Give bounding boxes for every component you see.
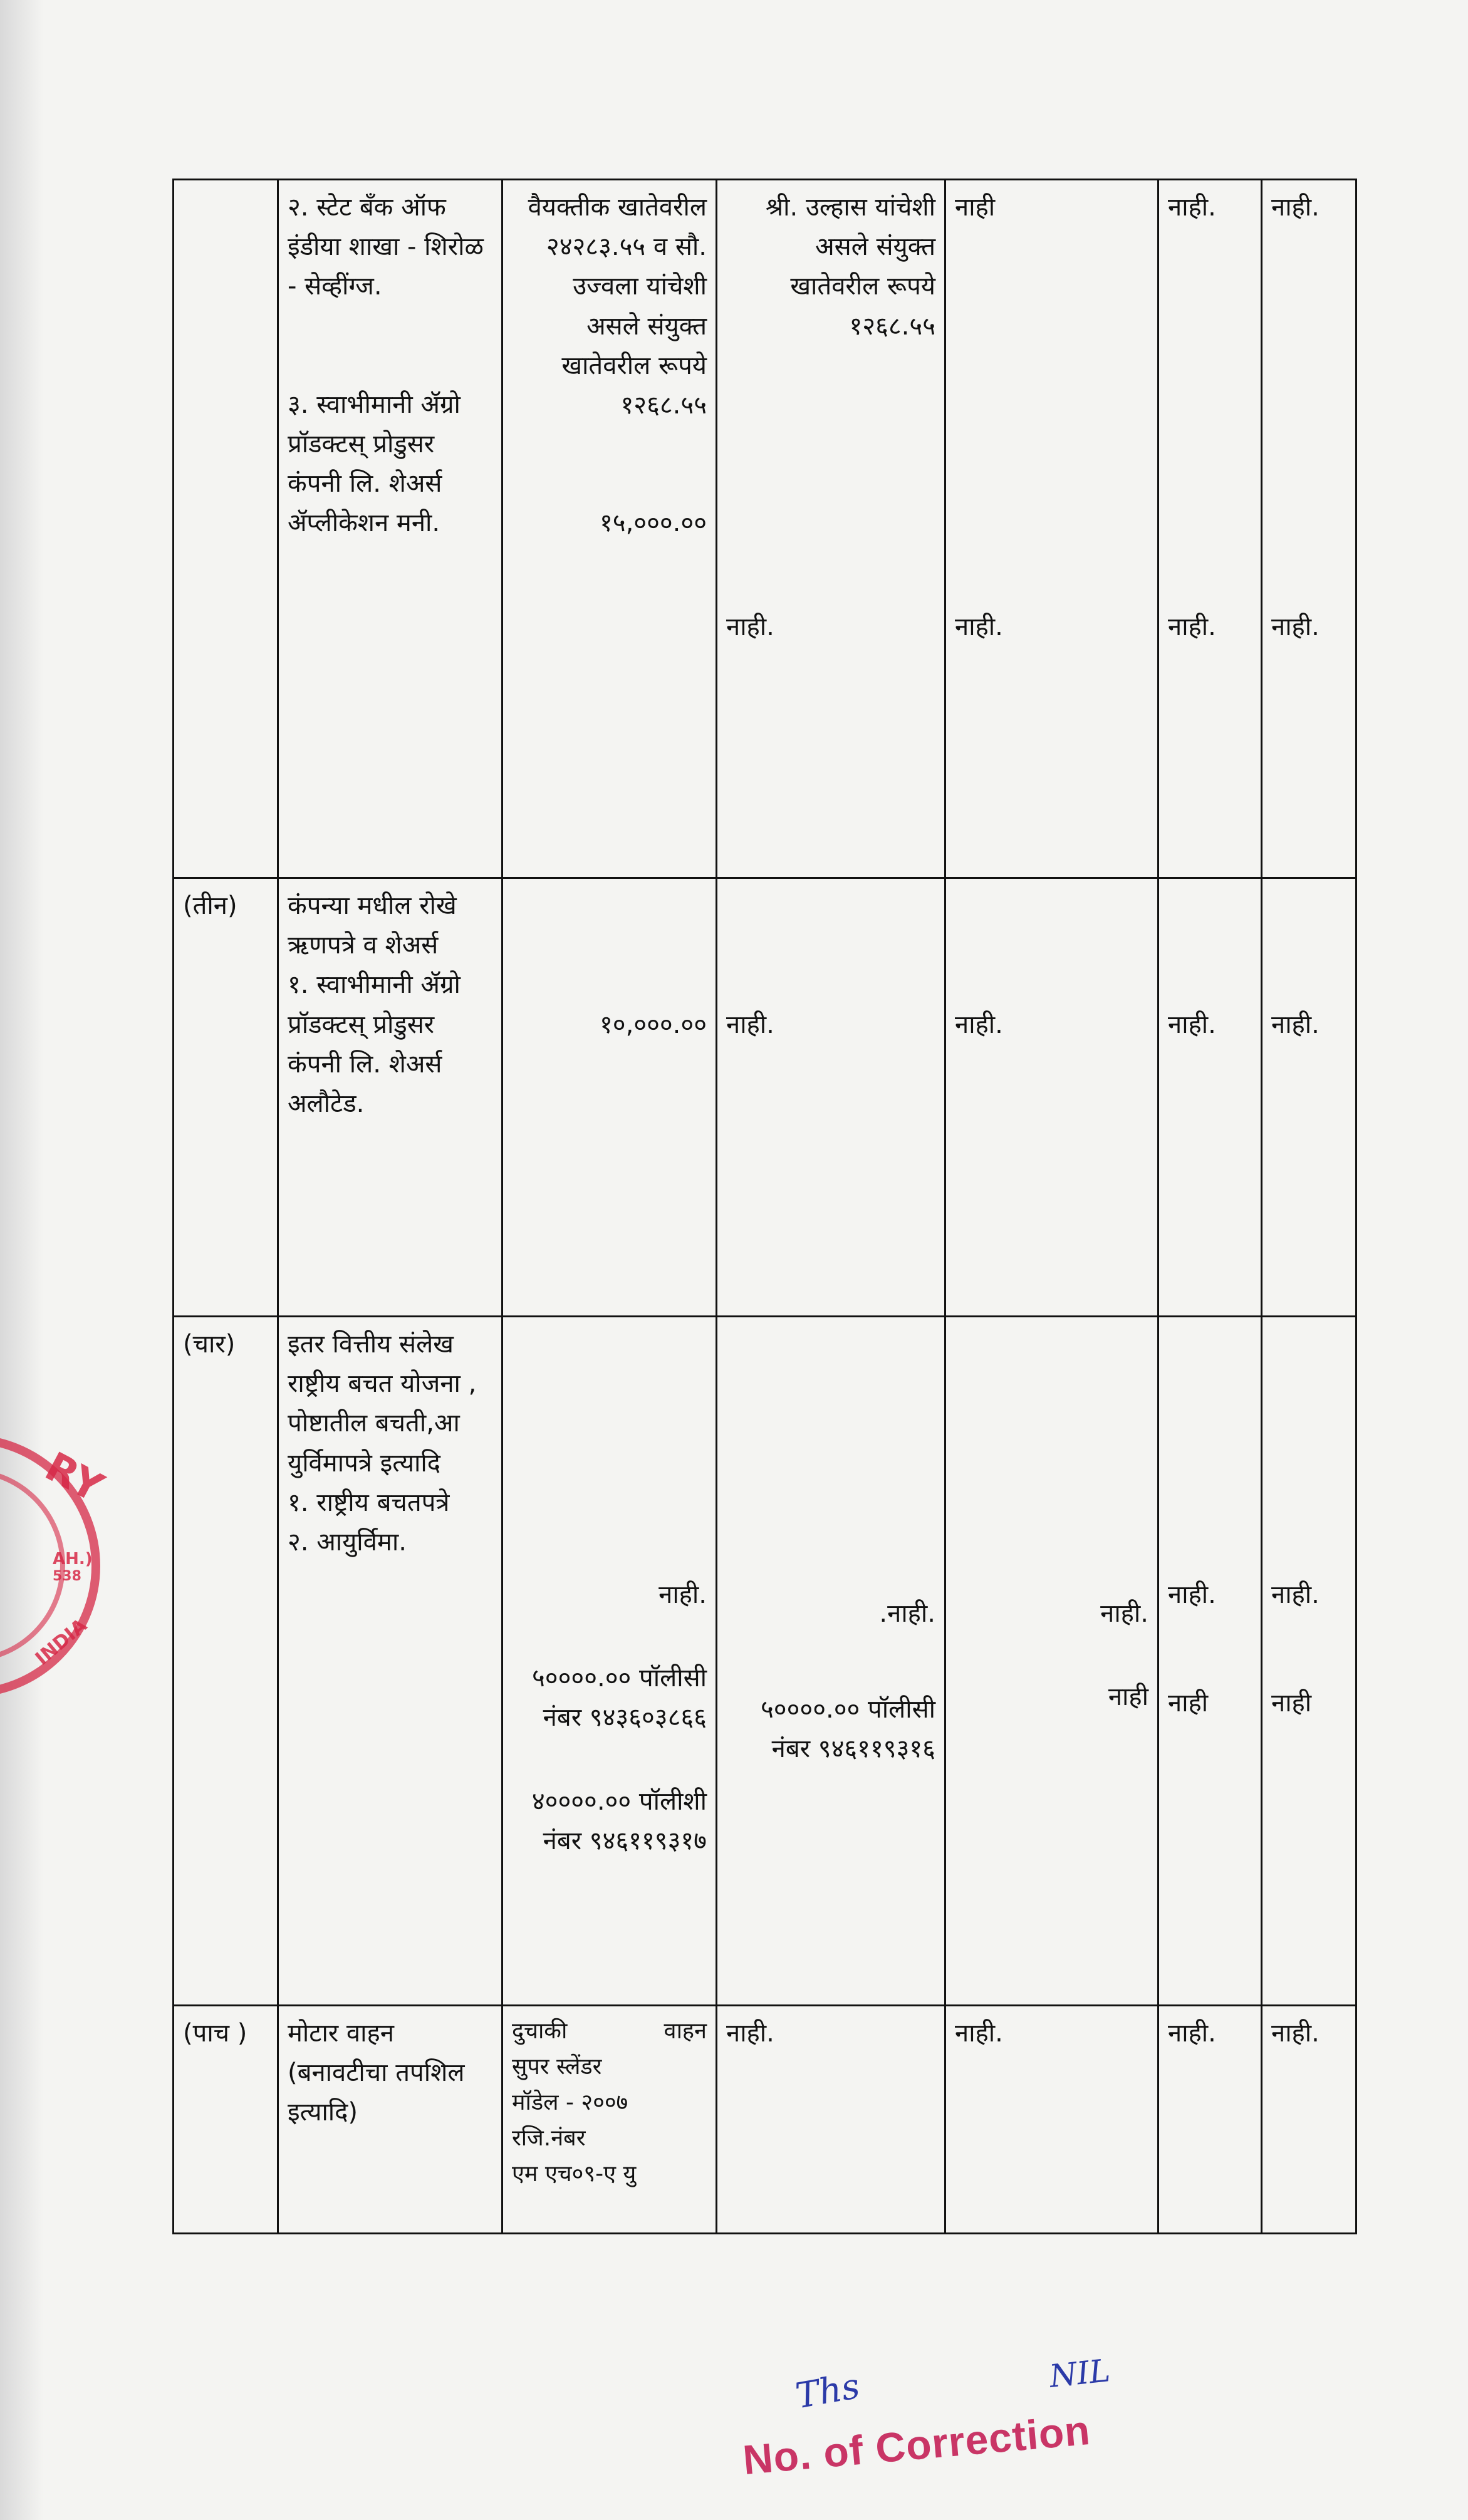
item-national-savings: १. राष्ट्रीय बचतपत्रे — [288, 1488, 450, 1517]
notary-seal — [0, 1434, 111, 1698]
self-policy-2: ४००००.०० पॉलीशी नंबर ९४६११९३१७ — [531, 1786, 707, 1855]
dependent1-cell: नाही. — [945, 2006, 1158, 2234]
dependent2-cell: नाही. — [1158, 2006, 1262, 2234]
dep3-insurance-value: नाही — [1271, 1689, 1312, 1718]
spouse-cell — [717, 1317, 945, 2006]
table-row-motor-vehicle — [174, 2006, 1356, 2234]
item-swabhimani-application: ३. स्वाभीमानी ॲग्रो प्रॉडक्टस् प्रोडुसर कंपनी लि. शेअर्स ॲप्लीकेशन मनी. — [288, 390, 461, 538]
self-shares-value: १०,०००.०० — [599, 1010, 707, 1039]
self-application-value: १५,०००.०० — [599, 509, 707, 538]
self-vehicle-line-3: मॉडेल - २००७ — [512, 2089, 628, 2115]
dep1-sbi-value: नाही — [955, 193, 996, 222]
seal-text-top: RY — [38, 1443, 111, 1512]
self-cell — [502, 1317, 717, 2006]
self-vehicle-line-1: दुचाकी वाहन — [512, 2018, 707, 2044]
spouse-cell — [717, 878, 945, 1317]
spouse-cell — [717, 180, 945, 878]
dependent3-cell — [1262, 180, 1356, 878]
self-cell — [502, 180, 717, 878]
asset-declaration-table — [172, 179, 1357, 2234]
description-cell — [278, 1317, 502, 2006]
dep2-nsc-value: नाही. — [1168, 1580, 1216, 1609]
spouse-application-value: नाही. — [726, 613, 774, 641]
item-swabhimani-allotted: १. स्वाभीमानी ॲग्रो प्रॉडक्टस् प्रोडुसर कंपनी लि. शेअर्स अलौटेड. — [288, 970, 461, 1118]
self-vehicle-line-4: रजि.नंबर — [512, 2125, 586, 2151]
handwritten-signature: Ths — [793, 2365, 863, 2417]
seal-text-mid1: AH.) — [53, 1550, 93, 1569]
dep3-sbi-value: नाही. — [1271, 193, 1320, 222]
dependent2-cell — [1158, 180, 1262, 878]
dep1-shares-value: नाही. — [955, 1010, 1003, 1039]
table-row-bank-deposits — [174, 180, 1356, 878]
dependent1-cell — [945, 180, 1158, 878]
handwritten-nil-note: NIL — [1048, 2352, 1112, 2395]
self-sbi-value: वैयक्तीक खातेवरील २४२८३.५५ व सौ. उज्वला यांचेशी असले संयुक्त खातेवरील रूपये १२६८.५५ — [528, 193, 707, 420]
serial-cell: (तीन) — [174, 878, 278, 1317]
dep3-application-value: नाही. — [1271, 613, 1320, 641]
item-other-instruments-heading: इतर वित्तीय संलेख राष्ट्रीय बचत योजना , पोष्टातील बचती,आयुर्विमापत्रे इत्यादि — [288, 1330, 477, 1478]
table-row-other-financial-instruments — [174, 1317, 1356, 2006]
self-cell — [502, 2006, 717, 2234]
serial-cell: (पाच ) — [174, 2006, 278, 2234]
item-company-debentures-heading: कंपन्या मधील रोखे ऋणपत्रे व शेअर्स — [288, 891, 457, 960]
self-cell — [502, 878, 717, 1317]
dependent1-cell — [945, 878, 1158, 1317]
correction-stamp: No. of Correction — [741, 2406, 1093, 2484]
serial-cell — [174, 180, 278, 878]
dep1-nsc-value: नाही. — [1100, 1599, 1148, 1628]
dependent1-cell — [945, 1317, 1158, 2006]
dep1-application-value: नाही. — [955, 613, 1003, 641]
dependent2-cell — [1158, 878, 1262, 1317]
serial-cell: (चार) — [174, 1317, 278, 2006]
dep3-nsc-value: नाही. — [1271, 1580, 1320, 1609]
spouse-nsc-value: .नाही. — [879, 1599, 935, 1628]
dep2-application-value: नाही. — [1168, 613, 1216, 641]
description-cell — [278, 180, 502, 878]
spouse-cell: नाही. — [717, 2006, 945, 2234]
spouse-policy: ५००००.०० पॉलीसी नंबर ९४६११९३१६ — [761, 1695, 935, 1764]
spouse-shares-value: नाही. — [726, 1010, 774, 1039]
spouse-sbi-value: श्री. उल्हास यांचेशी असले संयुक्त खातेवरील रूपये १२६८.५५ — [765, 193, 935, 341]
dep2-shares-value: नाही. — [1168, 1010, 1216, 1039]
dep2-sbi-value: नाही. — [1168, 193, 1216, 222]
dependent3-cell — [1262, 1317, 1356, 2006]
dep3-shares-value: नाही. — [1271, 1010, 1320, 1039]
self-vehicle-line-2: सुपर स्लेंडर — [512, 2053, 602, 2080]
dep2-insurance-value: नाही — [1168, 1689, 1209, 1718]
page-edge-shadow — [0, 0, 44, 2520]
dep1-insurance-value: नाही — [1108, 1683, 1148, 1712]
dependent3-cell: नाही. — [1262, 2006, 1356, 2234]
table-row-company-debentures — [174, 878, 1356, 1317]
item-life-insurance: २. आयुर्विमा. — [288, 1527, 407, 1557]
dependent3-cell — [1262, 878, 1356, 1317]
seal-text-bottom: INDIA — [31, 1614, 91, 1670]
seal-text-mid2: 538 — [53, 1569, 81, 1584]
dependent2-cell — [1158, 1317, 1262, 2006]
description-cell — [278, 878, 502, 1317]
description-cell: मोटार वाहन (बनावटीचा तपशिल इत्यादि) — [278, 2006, 502, 2234]
item-sbi-shirol: २. स्टेट बँक ऑफ इंडीया शाखा - शिरोळ - सेव्हींग्ज. — [288, 193, 484, 301]
self-policy-1: ५००००.०० पॉलीसी नंबर ९४३६०३८६६ — [532, 1664, 707, 1733]
self-vehicle-line-5: एम एच०९-ए यु — [512, 2160, 637, 2187]
self-nsc-value: नाही. — [659, 1580, 707, 1609]
